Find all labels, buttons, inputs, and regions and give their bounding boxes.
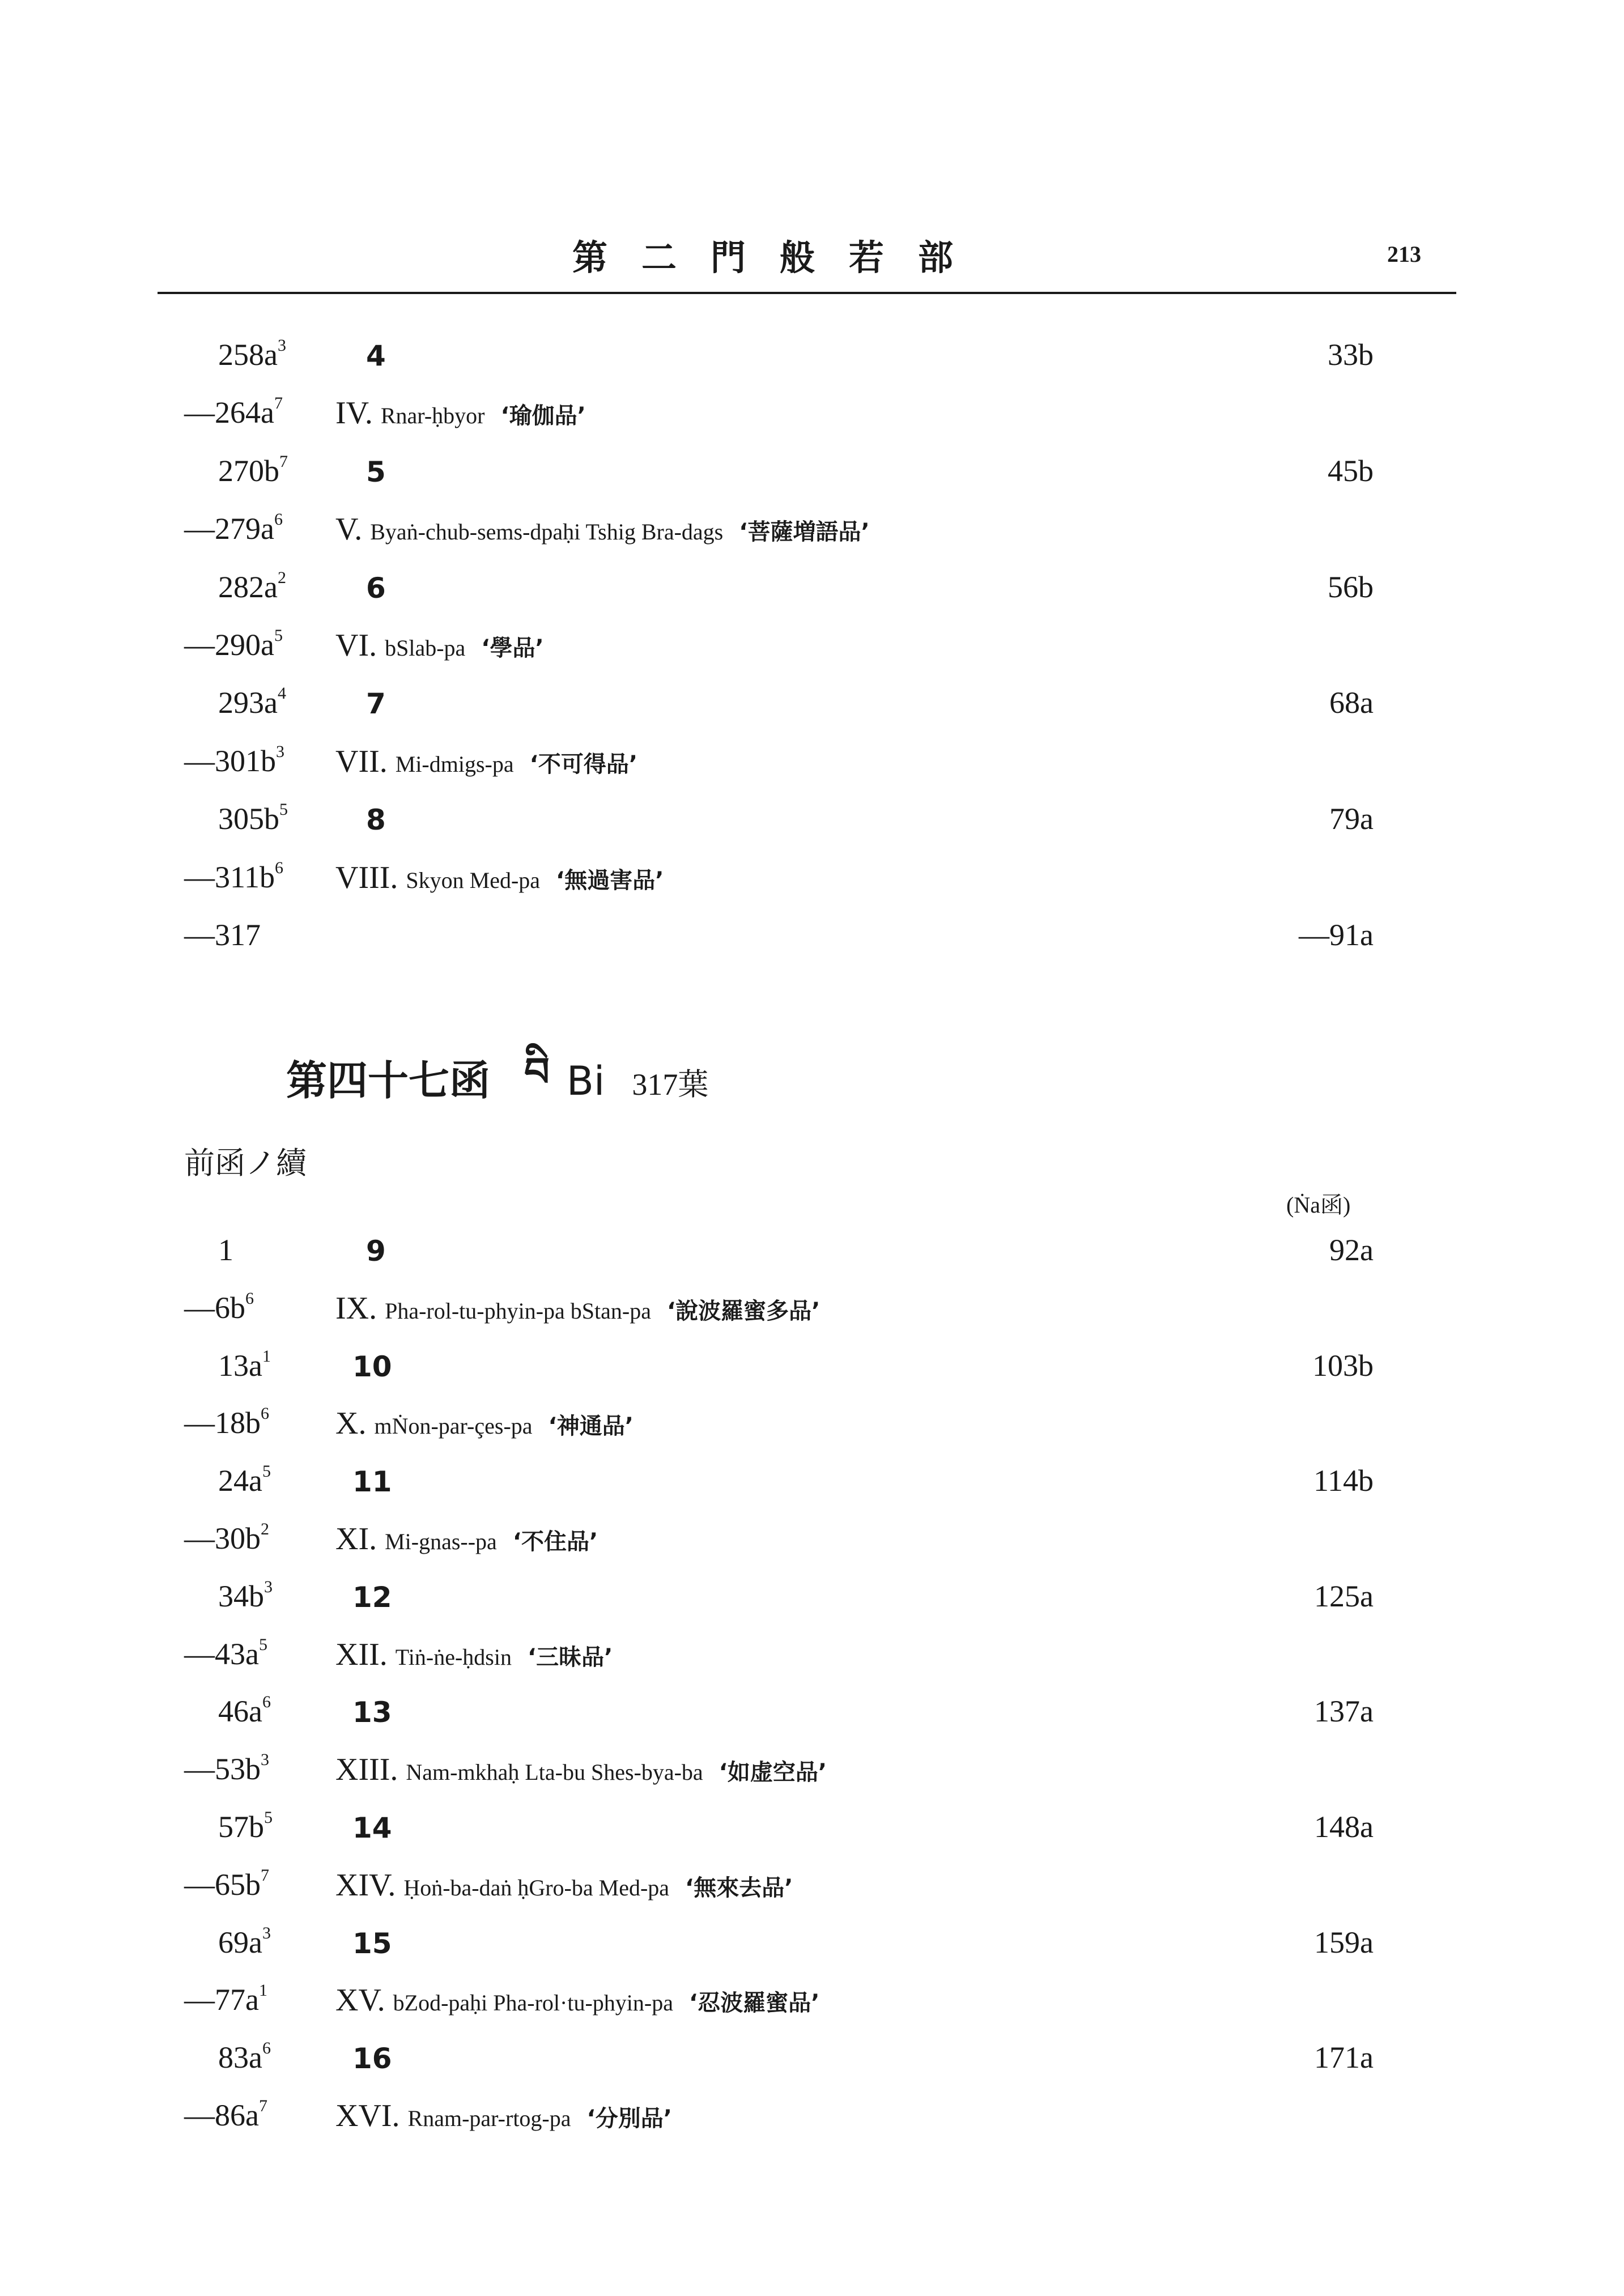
- folio-line: 5: [264, 1808, 273, 1827]
- folio-line: 2: [277, 568, 286, 587]
- entry-row: [0, 743, 1624, 789]
- folio-reference: [218, 569, 286, 605]
- folio-line: 3: [277, 336, 286, 355]
- folio-reference: [218, 1694, 271, 1729]
- chapter-tibetan-title: Byaṅ-chub-sems-dpaḥi Tshig Bra-dags: [370, 519, 724, 545]
- folio-line: 6: [262, 2039, 271, 2058]
- entry-row: [0, 1751, 1624, 1797]
- chapter-title: [335, 1982, 819, 2018]
- chapter-chinese-title: ‘不住品’: [512, 1529, 598, 1555]
- chapter-title: [335, 2098, 672, 2134]
- volume-reference: (Ṅa函): [1286, 1192, 1351, 1218]
- parallel-folio: 68a: [1329, 686, 1374, 720]
- folio-line: 6: [262, 1693, 271, 1712]
- folio-text: —65b: [184, 1867, 261, 1902]
- folio-reference: [184, 1751, 269, 1787]
- entry-row: [0, 337, 1624, 382]
- folio-text: —53b: [184, 1752, 261, 1787]
- section-number: 16: [352, 2042, 392, 2076]
- chapter-tibetan-title: Ḥoṅ-ba-daṅ ḥGro-ba Med-pa: [403, 1874, 670, 1900]
- section-number: 7: [366, 687, 386, 721]
- folio-text: 282a: [218, 569, 278, 604]
- chapter-roman-numeral: XVI.: [335, 2098, 400, 2133]
- folio-line: 7: [258, 2097, 267, 2115]
- chapter-roman-numeral: IV.: [335, 396, 373, 431]
- section-number: 12: [352, 1580, 392, 1614]
- folio-text: 57b: [218, 1810, 264, 1844]
- folio-text: —86a: [184, 2098, 259, 2132]
- folio-text: —290a: [184, 628, 274, 662]
- entry-row: [0, 801, 1624, 847]
- folio-reference: [218, 1232, 233, 1268]
- folio-line: 5: [262, 1462, 271, 1481]
- chapter-chinese-title: ‘學品’: [481, 635, 544, 661]
- parallel-folio: 137a: [1314, 1694, 1374, 1729]
- folio-text: 270b: [218, 453, 279, 488]
- section-number: 5: [366, 455, 386, 488]
- folio-reference: [184, 860, 283, 895]
- chapter-chinese-title: ‘無過害品’: [556, 867, 664, 894]
- volume-number: 第四十七函: [286, 1057, 491, 1104]
- chapter-tibetan-title: Skyon Med-pa: [406, 867, 541, 893]
- folio-reference: [218, 453, 288, 488]
- parallel-folio: —91a: [1299, 918, 1374, 952]
- folio-reference: [184, 627, 283, 662]
- folio-line: 3: [264, 1577, 273, 1596]
- chapter-roman-numeral: X.: [335, 1406, 367, 1442]
- chapter-roman-numeral: VI.: [335, 628, 377, 663]
- entry-row: [0, 2040, 1624, 2085]
- entry-row: [0, 1636, 1624, 1682]
- folio-text: —311b: [184, 860, 275, 894]
- entry-row: [0, 1809, 1624, 1855]
- entry-row: [0, 1232, 1624, 1278]
- folio-text: —264a: [184, 396, 274, 430]
- chapter-title: [335, 860, 664, 896]
- parallel-folio: 159a: [1314, 1925, 1374, 1959]
- entry-row: [0, 453, 1624, 499]
- folio-text: 24a: [218, 1464, 262, 1498]
- folio-text: 69a: [218, 1925, 262, 1959]
- folio-line: 4: [277, 684, 286, 703]
- folio-reference: [218, 1579, 273, 1614]
- entry-row: [0, 569, 1624, 615]
- folio-reference: [218, 685, 286, 720]
- parallel-folio: 171a: [1314, 2040, 1374, 2075]
- entry-row: [0, 860, 1624, 905]
- folio-text: 83a: [218, 2040, 262, 2075]
- chapter-title: [335, 1867, 793, 1903]
- chapter-chinese-title: ‘如虚空品’: [719, 1759, 827, 1786]
- chapter-chinese-title: ‘瑜伽品’: [500, 403, 586, 430]
- roman-volume-letter: Bi: [566, 1058, 605, 1104]
- folio-text: —301b: [184, 743, 276, 778]
- parallel-folio: 79a: [1329, 802, 1374, 836]
- header-rule: [158, 292, 1456, 294]
- chapter-chinese-title: ‘不可得品’: [529, 751, 638, 777]
- section-number: 13: [352, 1696, 392, 1729]
- folio-reference: [218, 801, 288, 836]
- parallel-folio: 125a: [1314, 1579, 1374, 1613]
- parallel-folio: 33b: [1328, 338, 1374, 372]
- folio-reference: [218, 2040, 271, 2075]
- entry-row: [0, 1463, 1624, 1508]
- folio-text: 1: [218, 1233, 233, 1267]
- chapter-tibetan-title: mṄon-par-çes-pa: [374, 1413, 533, 1439]
- chapter-title: [335, 1405, 634, 1442]
- chapter-chinese-title: ‘分別品’: [586, 2106, 672, 2132]
- chapter-roman-numeral: XII.: [335, 1636, 388, 1672]
- folio-line: 5: [274, 626, 283, 645]
- chapter-roman-numeral: VII.: [335, 743, 388, 779]
- folio-text: —30b: [184, 1521, 261, 1555]
- folio-line: 6: [274, 510, 283, 529]
- chapter-title: [335, 1636, 613, 1673]
- entry-row: [0, 1405, 1624, 1451]
- folio-line: 1: [258, 1981, 267, 2000]
- folio-text: 13a: [218, 1348, 262, 1383]
- chapter-title: [335, 1751, 827, 1788]
- chapter-chinese-title: ‘無來去品’: [685, 1874, 793, 1901]
- folio-reference: [184, 1867, 269, 1902]
- section-number: 8: [366, 803, 386, 837]
- entry-row: [0, 1867, 1624, 1912]
- folio-line: 5: [258, 1635, 267, 1654]
- leaf-count: 317葉: [632, 1068, 709, 1102]
- entry-row: [0, 1982, 1624, 2027]
- entry-row: [0, 1925, 1624, 1970]
- folio-line: 7: [274, 394, 283, 413]
- folio-reference: [184, 2098, 267, 2133]
- chapter-tibetan-title: Nam-mkhaḥ Lta-bu Shes-bya-ba: [406, 1759, 703, 1785]
- entry-row: [0, 395, 1624, 440]
- folio-reference: [184, 511, 283, 546]
- page-number: 213: [1387, 241, 1421, 267]
- entry-row: [0, 1521, 1624, 1566]
- running-header-title: 第二門般若部: [572, 237, 988, 278]
- folio-reference: [184, 1405, 269, 1440]
- tibetan-volume-letter: བི: [524, 1049, 550, 1095]
- folio-text: 305b: [218, 802, 279, 836]
- folio-reference: [184, 743, 284, 779]
- chapter-title: [335, 395, 586, 431]
- folio-reference: [218, 1809, 273, 1844]
- folio-reference: [184, 1982, 267, 2017]
- parallel-folio: 92a: [1329, 1233, 1374, 1267]
- folio-line: 3: [276, 742, 284, 761]
- chapter-title: [335, 743, 637, 780]
- folio-reference: [184, 917, 261, 953]
- folio-reference: [218, 337, 286, 372]
- entry-row: [0, 511, 1624, 556]
- folio-text: —279a: [184, 512, 274, 546]
- entry-row: [0, 1579, 1624, 1624]
- folio-text: —77a: [184, 1983, 259, 2017]
- chapter-chinese-title: ‘忍波羅蜜品’: [689, 1990, 820, 2017]
- chapter-tibetan-title: Pha-rol-tu-phyin-pa bStan-pa: [385, 1298, 651, 1324]
- folio-reference: [184, 1521, 269, 1556]
- chapter-tibetan-title: Rnar-ḥbyor: [380, 403, 485, 429]
- folio-text: —6b: [184, 1290, 245, 1325]
- folio-reference: [218, 1463, 271, 1498]
- section-number: 4: [366, 339, 386, 372]
- folio-text: 46a: [218, 1694, 262, 1729]
- parallel-folio: 103b: [1312, 1348, 1374, 1383]
- chapter-roman-numeral: XV.: [335, 1983, 385, 2018]
- entry-row: [0, 1694, 1624, 1739]
- parallel-folio: 56b: [1328, 569, 1374, 604]
- entry-row: [0, 627, 1624, 673]
- section-number: 9: [366, 1235, 386, 1268]
- chapter-title: [335, 1521, 598, 1557]
- entry-row: [0, 1290, 1624, 1336]
- chapter-roman-numeral: XI.: [335, 1521, 377, 1557]
- parallel-folio: 45b: [1328, 453, 1374, 488]
- folio-line: 7: [279, 452, 288, 471]
- section-number: 6: [366, 571, 386, 605]
- chapter-chinese-title: ‘說波羅蜜多品’: [666, 1298, 820, 1324]
- folio-line: 3: [262, 1923, 271, 1942]
- chapter-roman-numeral: V.: [335, 512, 363, 547]
- chapter-roman-numeral: XIII.: [335, 1752, 398, 1788]
- section-number: 11: [352, 1465, 392, 1499]
- folio-reference: [184, 395, 283, 430]
- chapter-chinese-title: ‘菩薩増語品’: [739, 519, 870, 546]
- folio-text: 258a: [218, 338, 278, 372]
- section-number: 15: [352, 1927, 392, 1960]
- folio-text: 34b: [218, 1579, 264, 1613]
- entry-row: [0, 917, 1624, 963]
- chapter-tibetan-title: Tiṅ-ṅe-ḥdsin: [395, 1644, 512, 1670]
- chapter-chinese-title: ‘三昧品’: [527, 1644, 613, 1670]
- section-number: 14: [352, 1812, 392, 1844]
- continuation-note: 前函ノ續: [184, 1145, 307, 1181]
- chapter-tibetan-title: Rnam-par-rtog-pa: [407, 2106, 571, 2131]
- folio-reference: [218, 1925, 271, 1960]
- folio-line: 1: [262, 1346, 271, 1366]
- parallel-folio: 114b: [1313, 1464, 1374, 1498]
- folio-text: —43a: [184, 1636, 259, 1671]
- folio-line: 5: [279, 800, 288, 819]
- folio-line: 6: [275, 858, 283, 877]
- entry-row: [0, 2098, 1624, 2143]
- parallel-folio: 148a: [1314, 1810, 1374, 1844]
- volume-heading: [286, 1037, 708, 1149]
- chapter-tibetan-title: Mi-gnas--pa: [385, 1529, 497, 1554]
- chapter-roman-numeral: VIII.: [335, 860, 398, 895]
- chapter-roman-numeral: XIV.: [335, 1867, 396, 1903]
- folio-line: 7: [261, 1865, 269, 1885]
- folio-line: 6: [245, 1289, 254, 1308]
- folio-line: 2: [261, 1520, 269, 1538]
- entry-row: [0, 685, 1624, 730]
- folio-reference: [218, 1348, 271, 1383]
- chapter-title: [335, 1290, 820, 1326]
- chapter-title: [335, 511, 870, 547]
- chapter-chinese-title: ‘神通品’: [548, 1413, 634, 1440]
- entry-row: [0, 1348, 1624, 1393]
- chapter-title: [335, 627, 544, 664]
- folio-text: —317: [184, 918, 261, 952]
- folio-text: 293a: [218, 686, 278, 720]
- chapter-roman-numeral: IX.: [335, 1290, 377, 1326]
- section-number: 10: [352, 1350, 392, 1383]
- folio-line: 6: [261, 1404, 269, 1423]
- chapter-tibetan-title: Mi-dmigs-pa: [395, 751, 514, 777]
- folio-reference: [184, 1290, 254, 1325]
- chapter-tibetan-title: bZod-paḥi Pha-rol·tu-phyin-pa: [393, 1990, 673, 2016]
- folio-line: 3: [261, 1750, 269, 1770]
- folio-text: —18b: [184, 1406, 261, 1440]
- chapter-tibetan-title: bSlab-pa: [385, 635, 466, 661]
- folio-reference: [184, 1636, 267, 1672]
